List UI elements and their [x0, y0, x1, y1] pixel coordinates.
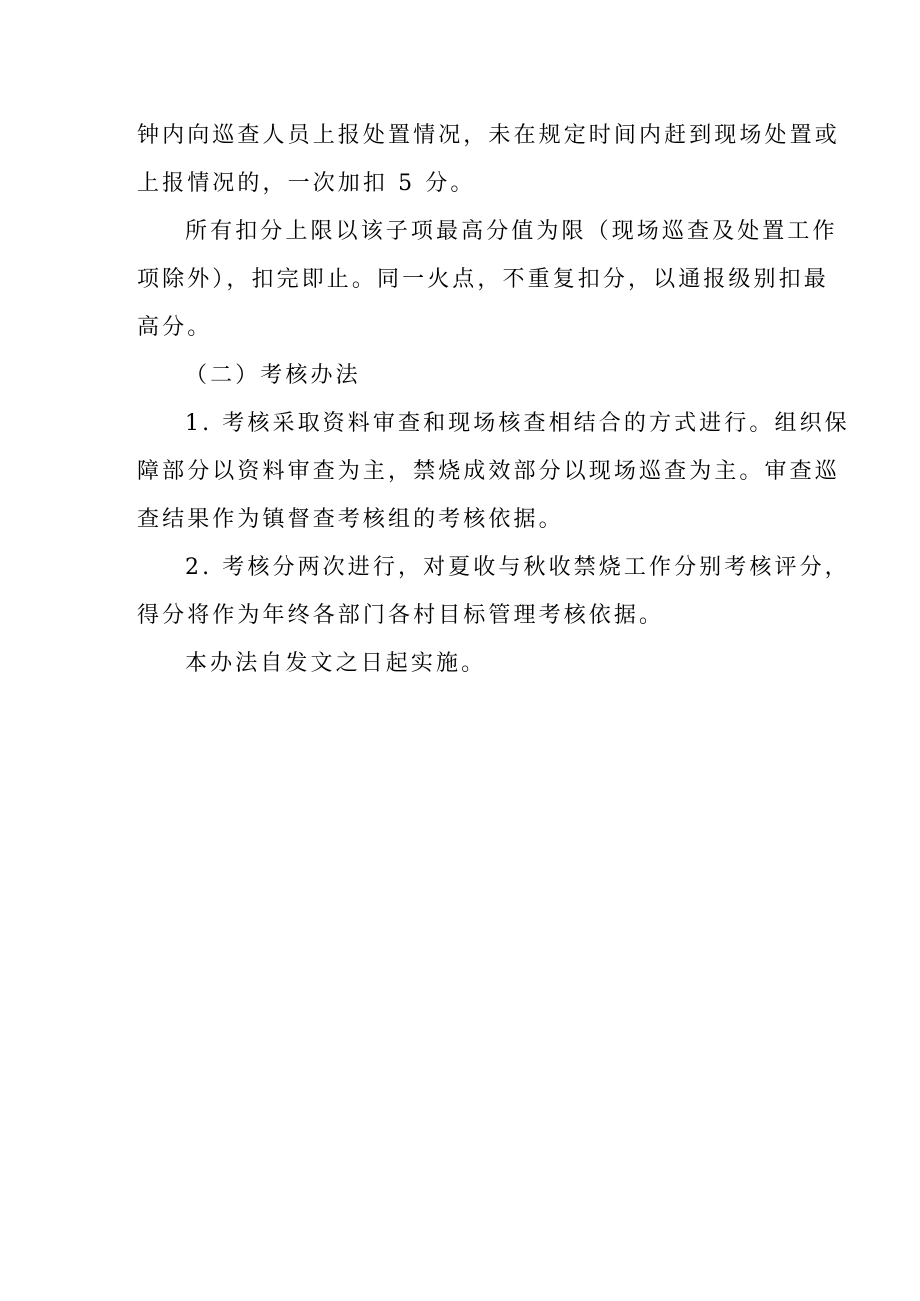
text-line: 高分。 [137, 315, 213, 340]
text-line: 得分将作为年终各部门各村目标管理考核依据。 [137, 603, 665, 628]
paragraph-item-2 [137, 544, 850, 640]
text-line: 上报情况的，一次加扣 5 分。 [137, 171, 476, 196]
text-line: 查结果作为镇督查考核组的考核依据。 [137, 507, 564, 532]
text-line: 钟内向巡查人员上报处置情况，未在规定时间内赶到现场处置或 [137, 123, 840, 148]
text-line: 本办法自发文之日起实施。 [185, 651, 487, 676]
text-line: 项除外），扣完即止。同一火点，不重复扣分，以通报级别扣最 [137, 267, 829, 292]
text-line: 障部分以资料审查为主，禁烧成效部分以现场巡查为主。审查巡 [137, 459, 840, 484]
paragraph-item-1 [137, 400, 850, 544]
text-line: 2. 考核分两次进行，对夏收与秋收禁烧工作分别考核评分， [185, 555, 850, 580]
paragraph-effective-date [137, 640, 789, 688]
section-heading-assessment-method [137, 352, 789, 400]
paragraph-penalty-continuation [137, 112, 840, 208]
text-line: 1. 考核采取资料审查和现场核查相结合的方式进行。组织保 [185, 411, 850, 436]
paragraph-deduction-limit [137, 208, 838, 352]
document-body [137, 112, 850, 688]
heading-text: （二）考核办法 [185, 363, 361, 388]
text-line: 所有扣分上限以该子项最高分值为限（现场巡查及处置工作 [185, 219, 838, 244]
